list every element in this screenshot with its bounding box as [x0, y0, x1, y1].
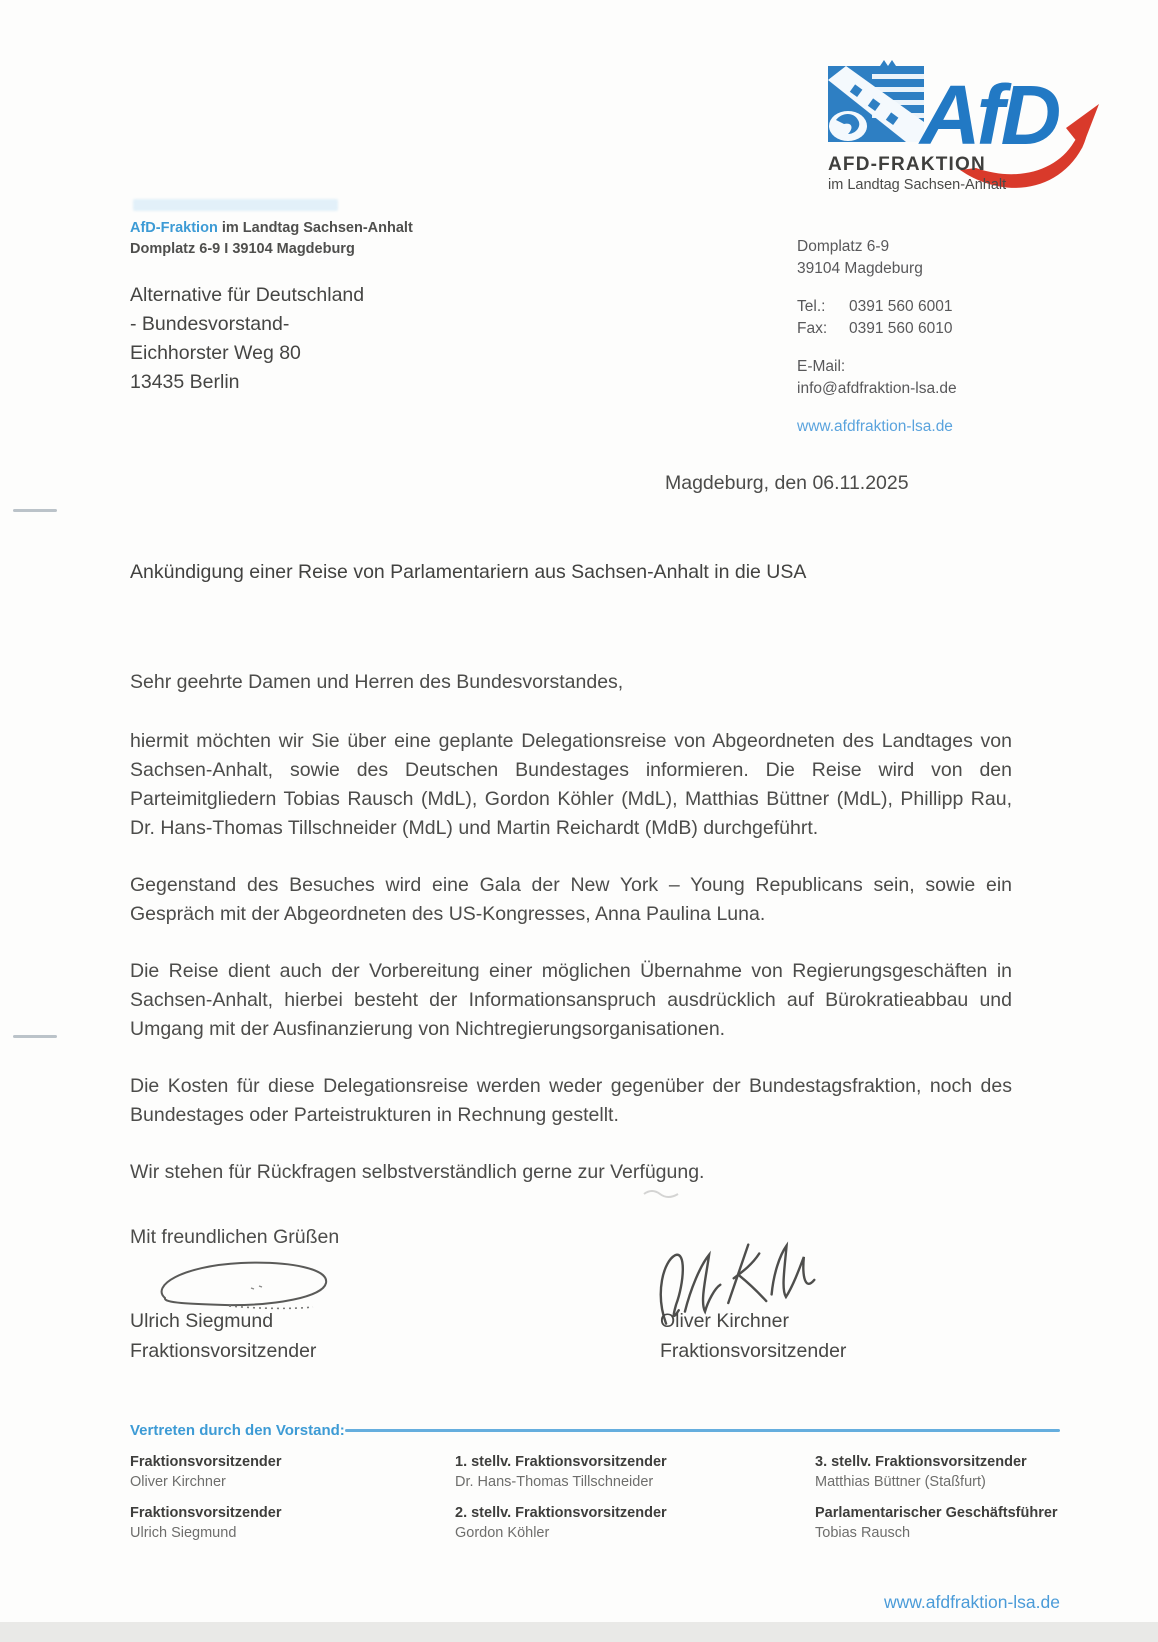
- recipient-line: 13435 Berlin: [130, 371, 240, 393]
- email-address: info@afdfraktion-lsa.de: [797, 380, 957, 397]
- sender-line: [130, 218, 413, 260]
- footer-role: 1. stellv. Fraktionsvorsitzender: [455, 1454, 667, 1470]
- footer-role: Parlamentarischer Geschäftsführer: [815, 1505, 1058, 1521]
- subject-line: Ankündigung einer Reise von Parlamentariern aus Sachsen-Anhalt in die USA: [130, 561, 807, 583]
- afd-logo-graphic: [818, 56, 1110, 198]
- website-link: www.afdfraktion-lsa.de: [797, 418, 953, 435]
- footer-website-link: www.afdfraktion-lsa.de: [883, 1592, 1060, 1612]
- footer-column-2: [455, 1452, 667, 1554]
- footer-person: Oliver Kirchner: [130, 1474, 226, 1490]
- tel-label: Tel.:: [797, 298, 826, 315]
- footer-column-1: [130, 1452, 282, 1554]
- footer-person: Dr. Hans-Thomas Tillschneider: [455, 1474, 654, 1490]
- footer-entry: [815, 1503, 1058, 1543]
- scan-smudge: [133, 199, 338, 211]
- footer-entry: [130, 1452, 282, 1492]
- contact-block: [797, 236, 1047, 454]
- fax-number: 0391 560 6010: [849, 320, 953, 337]
- footer-column-3: [815, 1452, 1058, 1554]
- sender-address: Domplatz 6-9 I 39104 Magdeburg: [130, 241, 355, 257]
- footer-heading: Vertreten durch den Vorstand:: [130, 1422, 345, 1439]
- salutation: Sehr geehrte Damen und Herren des Bundesvorstandes,: [130, 671, 624, 693]
- afd-logo: [818, 56, 1110, 198]
- paragraph: Die Kosten für diese Delegationsreise werden weder gegenüber der Bundestagsfraktion, noch des Bundestages oder Parteistrukturen in Rechnung gestellt.: [130, 1075, 1012, 1126]
- footer-role: Fraktionsvorsitzender: [130, 1505, 282, 1521]
- flag-icon: [828, 60, 924, 142]
- paragraph: Gegenstand des Besuches wird eine Gala der New York – Young Republicans sein, sowie ein Gespräch mit der Abgeordneten des US-Kongresses, Anna Paulina Luna.: [130, 874, 1012, 925]
- signer-name: Ulrich Siegmund: [130, 1310, 274, 1332]
- footer-entry: [455, 1452, 667, 1492]
- footer-person: Ulrich Siegmund: [130, 1525, 237, 1541]
- sender-rest: im Landtag Sachsen-Anhalt: [217, 220, 413, 236]
- paragraph: Wir stehen für Rückfragen selbstverständlich gerne zur Verfügung.: [130, 1161, 705, 1183]
- footer-divider: [345, 1429, 1060, 1432]
- signer-name: Oliver Kirchner: [660, 1310, 789, 1332]
- signer-right: [660, 1306, 846, 1366]
- scan-artifact: [642, 1186, 682, 1200]
- letter-body: [130, 668, 1012, 1215]
- contact-street: Domplatz 6-9: [797, 238, 890, 255]
- scan-edge-strip: [0, 1622, 1158, 1642]
- paragraph: Die Reise dient auch der Vorbereitung einer möglichen Übernahme von Regierungsgeschäften in Sachsen-Anhalt, hierbei besteht der Informationsanspruch ausdrücklich auf Bürokratieabbau und Umgang mit der Ausfinanzierung von Nichtregierungsorganisationen.: [130, 960, 1012, 1040]
- recipient-address: [130, 281, 364, 397]
- logo-org-subtitle: im Landtag Sachsen-Anhalt: [828, 177, 1007, 193]
- email-label: E-Mail:: [797, 358, 846, 375]
- dateline: Magdeburg, den 06.11.2025: [665, 472, 909, 494]
- fold-mark: [13, 509, 57, 512]
- recipient-line: - Bundesvorstand-: [130, 313, 290, 335]
- recipient-line: Alternative für Deutschland: [130, 284, 365, 306]
- footer-role: 2. stellv. Fraktionsvorsitzender: [455, 1505, 667, 1521]
- footer-person: Tobias Rausch: [815, 1525, 911, 1541]
- contact-city: 39104 Magdeburg: [797, 260, 923, 277]
- fold-mark: [13, 1035, 57, 1038]
- footer-person: Matthias Büttner (Staßfurt): [815, 1474, 986, 1490]
- recipient-line: Eichhorster Weg 80: [130, 342, 301, 364]
- sender-brand: AfD-Fraktion: [130, 220, 218, 236]
- signer-title: Fraktionsvorsitzender: [130, 1340, 317, 1362]
- closing-phrase: Mit freundlichen Grüßen: [130, 1226, 340, 1248]
- logo-org-name: AFD-FRAKTION: [828, 154, 986, 175]
- paragraph: hiermit möchten wir Sie über eine geplante Delegationsreise von Abgeordneten des Landtages von Sachsen-Anhalt, sowie des Deutschen Bundestages informieren. Die Reise wird von den Parteimitgliedern Tobias Rausch (MdL), Gordon Köhler (MdL), Matthias Büttner (MdL), Phillipp Rau, Dr. Hans-Thomas Tillschneider (MdL) und Martin Reichardt (MdB) durchgeführt.: [130, 730, 1012, 839]
- fax-label: Fax:: [797, 320, 828, 337]
- signer-left: [130, 1306, 316, 1366]
- footer-entry: [815, 1452, 1058, 1492]
- afd-wordmark: AfD: [920, 68, 1058, 162]
- signer-title: Fraktionsvorsitzender: [660, 1340, 847, 1362]
- footer-role: 3. stellv. Fraktionsvorsitzender: [815, 1454, 1027, 1470]
- footer-entry: [130, 1503, 282, 1543]
- footer-role: Fraktionsvorsitzender: [130, 1454, 282, 1470]
- footer-person: Gordon Köhler: [455, 1525, 550, 1541]
- tel-number: 0391 560 6001: [849, 298, 953, 315]
- footer-entry: [455, 1503, 667, 1543]
